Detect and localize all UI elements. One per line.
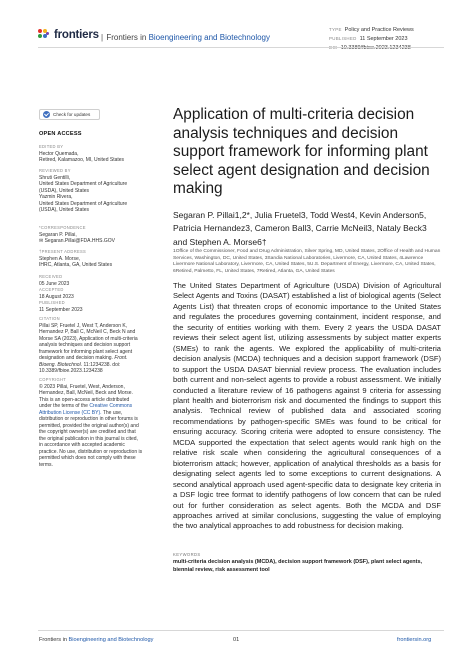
footer-site-link[interactable]: frontiersin.org (397, 637, 432, 643)
correspondent-name: Segaran P. Pillai, (39, 231, 77, 238)
present-address-label: †PRESENT ADDRESS (39, 249, 87, 254)
present-address (39, 249, 143, 269)
footer-journal[interactable] (39, 637, 153, 643)
journal-prefix: Frontiers in (106, 33, 147, 42)
keywords: multi-criteria decision analysis (MCDA), decision support framework (DSF), plant select agents, biennial review, risk assessment tool (173, 559, 423, 573)
open-access-label: OPEN ACCESS (39, 131, 82, 137)
logo-text: frontiers (54, 29, 99, 41)
citation-journal: Front. Bioeng. Biotechnol. (39, 355, 128, 368)
footer-divider (38, 630, 444, 631)
citation-label: CITATION (39, 316, 60, 321)
article-meta (329, 26, 469, 52)
meta-published: PUBLISHED 11 September 2023 (329, 35, 408, 42)
reviewer-line: United States Department of Agriculture (39, 181, 128, 187)
citation (39, 316, 143, 375)
correspondence (39, 225, 143, 245)
journal-divider: | (101, 33, 104, 42)
footer-journal-name: Bioengineering and Biotechnology (68, 637, 154, 643)
copyright-text: © 2023 Pillai, Fruetel, West, Anderson, Hernandez, Ball, McNeil, Beck and Morse. This is an open-access article distributed under the terms of the (39, 383, 133, 409)
reviewer-line: (USDA), United States (39, 187, 90, 194)
editor-affiliation: Retired, Kalamazoo, MI, United States (39, 157, 125, 163)
reviewer-line: Yazmin Rivera, (39, 194, 73, 200)
frontiers-logo-icon (38, 29, 50, 41)
correspondence-label: *CORRESPONDENCE (39, 225, 86, 230)
article-title: Application of multi-criteria decision analysis techniques and decision support framework for informing plant select agent designation and decision making (173, 106, 430, 198)
dates (39, 274, 143, 313)
affiliations: 1Office of the Commissioner, Food and Drug Administration, Silver Spring, MD, United States, 2Office of Health and Human Services, Washington, DC, United States, 3Sandia National Laboratories, Livermore, CA, United States, 4Lawrence Livermore National Laboratory, Livermore, CA, United States, 5U.S. Department of Energy, Livermore, CA, United States, 6Retired, Palmetto, FL, United States, 7Retired, Atlanta, GA, United States (173, 249, 441, 274)
date-published: PUBLISHED 11 September 2023 (39, 300, 83, 313)
reviewer-line: (USDA), United States (39, 207, 90, 213)
footer-journal-prefix: Frontiers in (39, 637, 67, 643)
date-accepted: ACCEPTED 18 August 2023 (39, 287, 74, 300)
page-number: 01 (233, 637, 240, 643)
edited-by (39, 144, 143, 164)
copyright-label: COPYRIGHT (39, 377, 67, 382)
citation-text: Pillai SP, Fruetel J, West T, Anderson K, Hernandez P, Ball C, McNeil C, Beck N and Morse SA (2023), Application of multi-criteria analysis techniques and decision support framework for informing plant select agent designation and decision making. (39, 322, 138, 361)
author-list: Segaran P. Pillai1,2*, Julia Fruetel3, Todd West4, Kevin Anderson5, Patricia Hernandez3, Cameron Ball3, Carrie McNeil3, Nataly Beck3 and Stephen A. Morse6† (173, 210, 427, 247)
journal-name[interactable] (101, 33, 270, 42)
journal-title: Bioengineering and Biotechnology (148, 33, 270, 42)
check-updates-button[interactable] (39, 109, 100, 120)
meta-type: TYPE Policy and Practice Reviews (329, 27, 414, 33)
header-divider (38, 47, 444, 48)
present-address-line: IHRC, Atlanta, GA, United States (39, 262, 113, 268)
copyright-terms: The use, distribution or reproduction in other forums is permitted, provided the original author(s) and the copyright owner(s) are credited and that the original publication in this journal is cited, in accordance with accepted academic practice. No use, distribution or reproduction is permitted which does not comply with these terms. (39, 409, 143, 468)
check-icon (43, 111, 50, 118)
date-received: RECEIVED 05 June 2023 (39, 274, 70, 287)
correspondent-email[interactable]: ✉ Segaran.Pillai@FDA.HHS.GOV (39, 238, 115, 244)
abstract: The United States Department of Agriculture (USDA) Division of Agricultural Select Agents and Toxins (DASAT) established a list of biological agents (Select Agents List) that threaten crops of economic importance to the United States and regulates the procedures governing containment, incident response, and the security of entities working with them. Every 2 years the USDA DASAT reviews their select agent list, utilizing assessments by subject matter experts (SMEs) to rank the agents. We explored the applicability of multi-criteria decision analysis (MCDA) techniques and a decision support framework (DSF) to support the USDA DASAT biennial review process. The evaluation includes both current and non-select agents to provide a robust assessment. We initially conducted a literature review of 16 pathogens against 9 criteria for assessing plant health and bioterrorism risk and documented the findings to support this analysis. Technical review of published data and associated scoring recommendations by pathogen-specific SMEs was found to be critical for ensuring accuracy. Scoring criteria were adopted to ensure consistency. The MCDA supported the expectation that select agents would rank high on the relative risk scale when considering the agricultural consequences of a bioterrorism attack; however, application of analytical thresholds as a basis for designating select agents led to some exceptions to current designations. A second analytical approach used agent-specific data to designate key criteria in a DSF logic tree format to identify pathogens of low concern that can be ruled out for further consideration as select agents. Both the MCDA and DSF approaches arrived at similar conclusions, suggesting the value of employing the two analytical approaches to add robustness for decision making. (173, 281, 441, 531)
editor-name: Hector Quemada, (39, 150, 79, 157)
cc-by-license-link[interactable]: Creative Commons Attribution License (CC BY). (39, 403, 133, 416)
check-updates-label: Check for updates (53, 112, 91, 117)
present-name: Stephen A. Morse, (39, 255, 81, 262)
reviewed-by (39, 168, 143, 214)
reviewed-by-label: REVIEWED BY (39, 168, 71, 173)
reviewer-line: Shruti Gentilli, (39, 174, 71, 181)
citation-tail: 11:1234238. doi: 10.3389/fbioe.2023.1234238 (39, 361, 121, 374)
reviewer-line: United States Department of Agriculture (39, 200, 128, 207)
copyright (39, 377, 143, 468)
keywords-label: KEYWORDS (173, 552, 201, 557)
edited-by-label: EDITED BY (39, 144, 64, 149)
frontiers-logo[interactable] (38, 29, 99, 41)
